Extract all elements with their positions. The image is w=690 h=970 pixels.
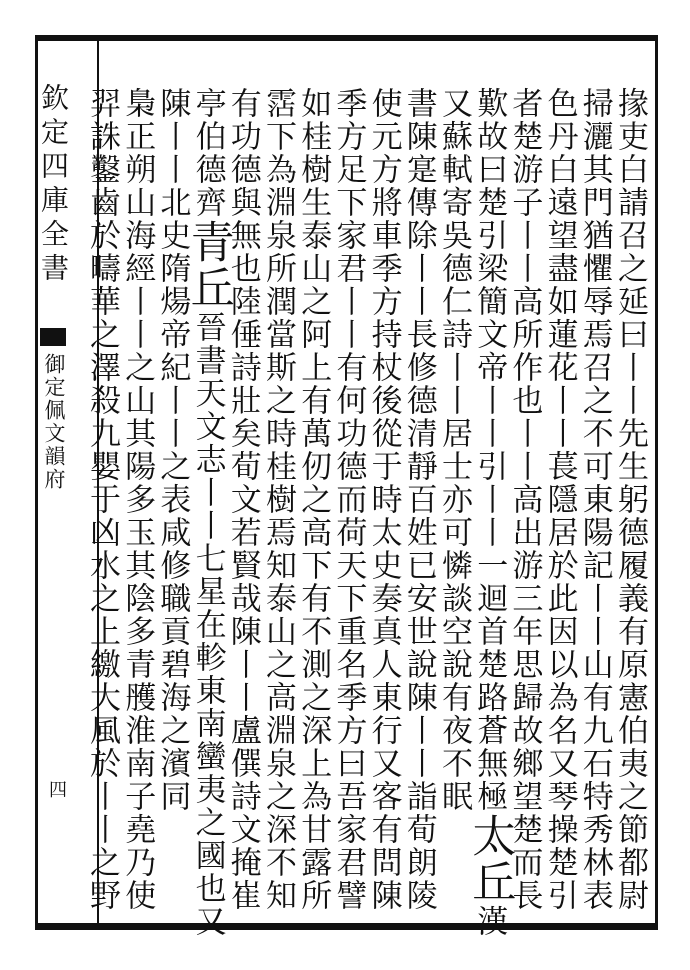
column-text: 色丹白遠望盡如蓮花丨丨萇隱居於此因以為名又琴操楚引 bbox=[541, 87, 578, 912]
text-column bbox=[399, 87, 439, 947]
column-text: 者楚游子丨丨高所作也丨丨高出游三年思歸故鄉望楚而長 bbox=[506, 87, 543, 912]
top-border bbox=[35, 35, 658, 41]
column-text: 陳丨丨 bbox=[154, 87, 191, 186]
column-text: 書陳寔傳除丨丨長修德清靜百姓已安世說陳丨丨詣荀朗陵 bbox=[400, 87, 437, 912]
column-text: 使元方將車季方持杖後從于時太史奏真人東行又客有問陳 bbox=[365, 87, 402, 912]
column-text: 歎故曰楚引梁簡文帝丨丨引丨丨一迴首楚路蒼無極 bbox=[471, 87, 508, 813]
entry-heading: 太丘 bbox=[464, 813, 516, 905]
entry-heading: 青丘 bbox=[182, 219, 234, 311]
text-column bbox=[293, 87, 333, 947]
column-text: 北史隋煬帝紀丨丨之表咸修職貢碧海之濱同 bbox=[154, 186, 191, 813]
column-text: 亭伯德齊 bbox=[189, 87, 226, 219]
page-frame bbox=[35, 35, 658, 938]
column-text: 季方足下家君丨丨有何功德而荷天下重名季方曰吾家君譬 bbox=[330, 87, 367, 912]
text-column bbox=[434, 87, 474, 947]
page-number: 四 bbox=[46, 780, 67, 798]
text-column bbox=[182, 87, 234, 947]
column-text: 掾吏白請召之延曰丨丨先生躬德履義有原憲伯夷之節都尉 bbox=[612, 87, 648, 912]
column-text: 又蘇軾寄吳德仁詩丨丨居士亦可憐談空說有夜不眠 bbox=[436, 87, 472, 813]
text-column bbox=[464, 87, 516, 947]
text-column bbox=[610, 87, 650, 947]
column-text: 有功德與無也陸倕詩壯矣荀文若賢哉陳丨丨盧僎詩文掩崔 bbox=[224, 87, 261, 912]
column-text: 梟正朔山海經丨丨之山其陽多玉其陰多青雘淮南子堯乃使 bbox=[119, 87, 156, 912]
column-text: 羿誅鑿齒於疇華之澤殺九嬰于凶水之上繳大風於丨丨之野 bbox=[84, 87, 120, 912]
right-border bbox=[655, 35, 658, 930]
text-column bbox=[364, 87, 404, 947]
text-column bbox=[575, 87, 615, 947]
volume-title: 御定佩文韻府 bbox=[42, 353, 66, 491]
text-column bbox=[258, 87, 298, 947]
text-column bbox=[82, 87, 122, 947]
column-text: 霑下為淵泉所潤當斯之時桂樹焉知泰山之高淵泉之深不知 bbox=[260, 87, 296, 912]
column-text: 晉書天文志丨丨七星在軫東南蠻夷之國也又 bbox=[189, 311, 226, 938]
column-text: 掃灑其門猶懼辱焉召之不可東陽記丨丨山有九石特秀林表 bbox=[576, 87, 613, 912]
fish-tail-mark bbox=[40, 328, 66, 346]
text-column bbox=[152, 87, 192, 947]
column-text: 如桂樹生泰山之阿上有萬仞之高下有不測之深上為甘露所 bbox=[295, 87, 332, 912]
text-column bbox=[223, 87, 263, 947]
text-column bbox=[117, 87, 157, 947]
book-title: 欽定四庫全書 bbox=[37, 83, 70, 287]
column-text: 漢 bbox=[471, 905, 508, 938]
text-column bbox=[328, 87, 368, 947]
text-column bbox=[540, 87, 580, 947]
